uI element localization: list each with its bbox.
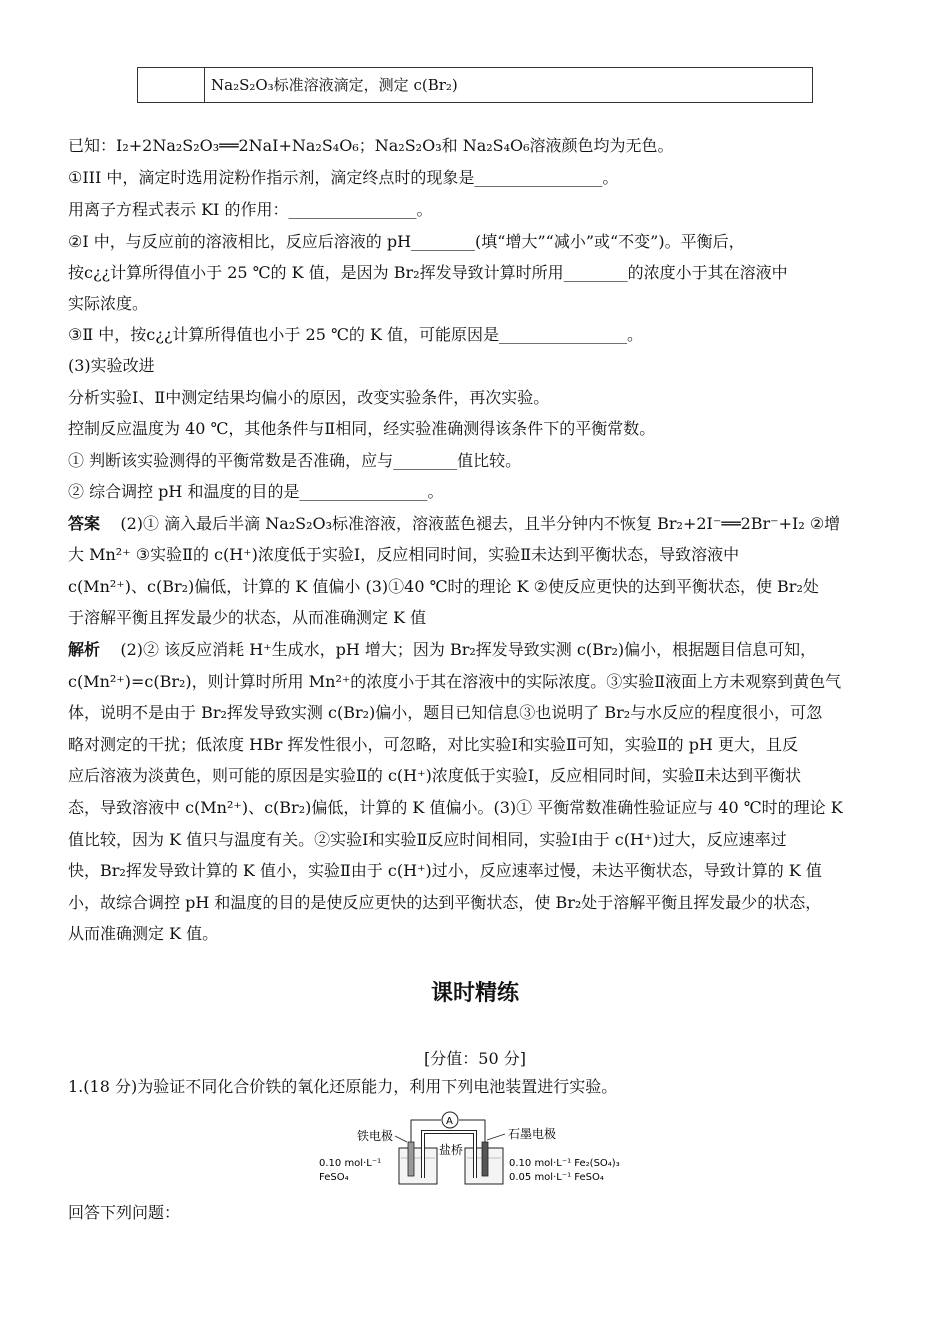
answer-text: (2)① 滴入最后半滴 Na₂S₂O₃标准溶液，溶液蓝色褪去，且半分钟内不恢复 Br₂+2I⁻══2Br⁻+I₂ ②增 <box>120 514 841 533</box>
answer-line: 于溶解平衡且挥发最少的状态，从而准确测定 K 值 <box>68 608 427 627</box>
graphite-electrode <box>482 1142 488 1176</box>
question-line: ② 综合调控 pH 和温度的目的是________________。 <box>68 482 444 501</box>
battery-apparatus-diagram <box>315 1108 645 1188</box>
question-line: ②Ⅰ 中，与反应前的溶液相比，反应后溶液的 pH________(填“增大”“减小”或“不变”)。平衡后， <box>68 232 745 251</box>
analysis-line: 从而准确测定 K 值。 <box>68 924 219 943</box>
question-line: ① 判断该实验测得的平衡常数是否准确，应与________值比较。 <box>68 451 522 470</box>
table-cell: Na₂S₂O₃标准溶液滴定，测定 c(Br₂) <box>211 76 458 94</box>
analysis-text: (2)② 该反应消耗 H⁺生成水，pH 增大；因为 Br₂挥发导致实测 c(Br₂)偏小，根据题目信息可知， <box>120 640 817 659</box>
answer-label: 答案 <box>68 514 101 533</box>
ammeter-label: A <box>446 1116 453 1127</box>
left-solution-concentration: 0.10 mol·L⁻¹ <box>319 1158 382 1169</box>
question-line: ③Ⅱ 中，按c¿¿计算所得值也小于 25 ℃的 K 值，可能原因是________________。 <box>68 325 643 344</box>
score-label: [分值：50 分] <box>424 1049 526 1068</box>
right-solution-2: 0.05 mol·L⁻¹ FeSO₄ <box>509 1172 604 1183</box>
analysis-line: 略对测定的干扰；低浓度 HBr 挥发性很小，可忽略，对比实验Ⅰ和实验Ⅱ可知，实验Ⅱ的 pH 更大，且反 <box>68 735 798 754</box>
analysis-line: 快，Br₂挥发导致计算的 K 值小，实验Ⅱ由于 c(H⁺)过小，反应速率过慢，未达平衡状态，导致计算的 K 值 <box>68 861 822 880</box>
analysis-line: c(Mn²⁺)=c(Br₂)，则计算时所用 Mn²⁺的浓度小于其在溶液中的实际浓度。③实验Ⅱ液面上方未观察到黄色气 <box>68 672 842 691</box>
analysis-label: 解析 <box>68 640 101 659</box>
right-solution-1: 0.10 mol·L⁻¹ Fe₂(SO₄)₃ <box>509 1158 620 1169</box>
analysis-line: 应后溶液为淡黄色，则可能的原因是实验Ⅱ的 c(H⁺)浓度低于实验Ⅰ，反应相同时间，实验Ⅱ未达到平衡状 <box>68 766 802 785</box>
section-title: 课时精练 <box>430 981 519 1006</box>
question-line: 实际浓度。 <box>68 294 149 313</box>
known-info-line: 已知：I₂+2Na₂S₂O₃══2NaI+Na₂S₄O₆；Na₂S₂O₃和 Na₂S₄O₆溶液颜色均为无色。 <box>68 136 674 155</box>
question-line: 按c¿¿计算所得值小于 25 ℃的 K 值，是因为 Br₂挥发导致计算时所用________的浓度小于其在溶液中 <box>68 263 788 282</box>
question-line: ①III 中，滴定时选用淀粉作指示剂，滴定终点时的现象是________________。 <box>68 168 619 187</box>
left-beaker <box>399 1148 437 1184</box>
question-line: 用离子方程式表示 KI 的作用：________________。 <box>68 200 433 219</box>
data-table <box>137 67 813 103</box>
answer-line: 大 Mn²⁺ ③实验Ⅱ的 c(H⁺)浓度低于实验Ⅰ，反应相同时间，实验Ⅱ未达到平衡状态，导致溶液中 <box>68 545 740 564</box>
left-label-pointer <box>395 1136 407 1142</box>
left-solution-formula: FeSO₄ <box>319 1172 349 1183</box>
answer-line: c(Mn²⁺)、c(Br₂)偏低，计算的 K 值偏小 (3)①40 ℃时的理论 K ②使反应更快的达到平衡状态，使 Br₂处 <box>68 577 819 596</box>
question-line: 分析实验Ⅰ、Ⅱ中测定结果均偏小的原因，改变实验条件，再次实验。 <box>68 388 550 407</box>
right-label-pointer <box>487 1134 505 1140</box>
followup-text: 回答下列问题： <box>68 1203 181 1222</box>
analysis-line: 体，说明不是由于 Br₂挥发导致实测 c(Br₂)偏小，题目已知信息③也说明了 Br₂与水反应的程度很小，可忽 <box>68 703 823 722</box>
analysis-line: 值比较，因为 K 值只与温度有关。②实验Ⅰ和实验Ⅱ反应时间相同，实验Ⅰ由于 c(H⁺)过大，反应速率过 <box>68 830 787 849</box>
question-line: 控制反应温度为 40 ℃，其他条件与Ⅱ相同，经实验准确测得该条件下的平衡常数。 <box>68 419 656 438</box>
analysis-line: 态，导致溶液中 c(Mn²⁺)、c(Br₂)偏低，计算的 K 值偏小。(3)① 平衡常数准确性验证应与 40 ℃时的理论 K <box>68 798 843 817</box>
analysis-line: 小，故综合调控 pH 和温度的目的是使反应更快的达到平衡状态，使 Br₂处于溶解平衡且挥发最少的状态， <box>68 893 822 912</box>
iron-electrode <box>408 1142 414 1176</box>
right-electrode-label: 石墨电极 <box>508 1127 557 1141</box>
section-heading: (3)实验改进 <box>68 356 155 375</box>
question-text: 1.(18 分)为验证不同化合价铁的氧化还原能力，利用下列电池装置进行实验。 <box>68 1077 618 1096</box>
analysis-line <box>68 640 890 660</box>
table-empty-cell <box>138 68 205 102</box>
salt-bridge-label: 盐桥 <box>439 1143 464 1157</box>
left-electrode-label: 铁电极 <box>357 1129 394 1143</box>
answer-line <box>68 514 890 534</box>
